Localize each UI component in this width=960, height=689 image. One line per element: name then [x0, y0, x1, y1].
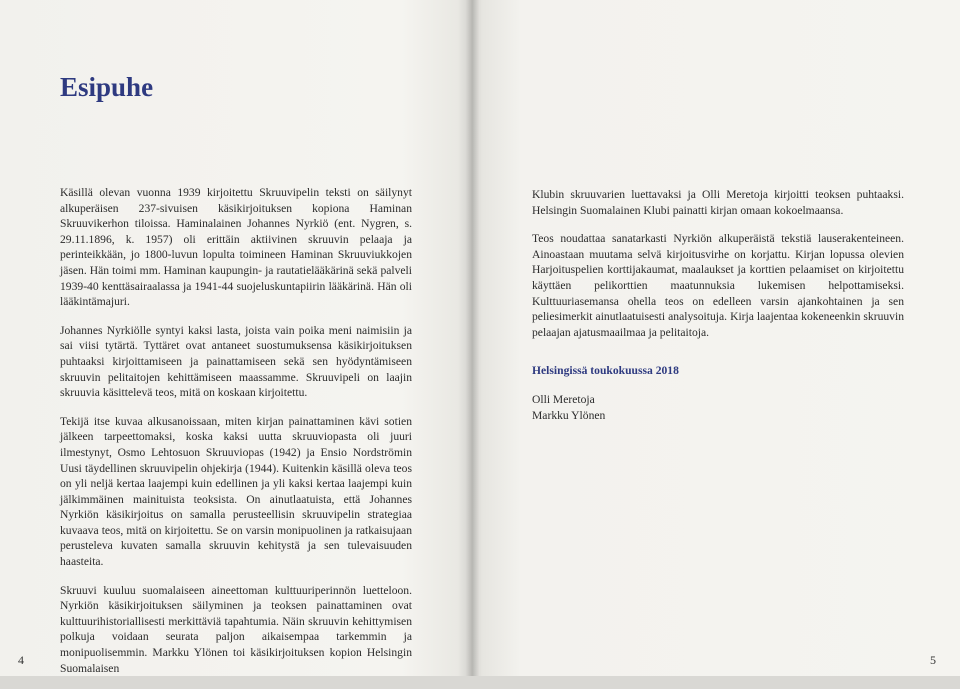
page-title: Esipuhe	[60, 72, 154, 102]
page-number: 5	[930, 653, 936, 667]
paragraph: Teos noudattaa sanatarkasti Nyrkiön alkuperäistä tekstiä lauserakenteineen. Ainoastaan muutama selvä kirjoitusvirhe on korjattu. Kirjan lopussa olevien Harjoituspelien korttijakaumat, maalaukset ja korttien pelaamiset on kirjoitettu käyttäen pelikorttien maatunnuksia lukemisen helpottamiseksi. Kulttuuriasemansa ohella teos on edelleen varsin ajankohtainen ja sen peliesimerkit ainutlaatuisesti analysoituja. Kirja laajentaa kokeneenkin skruuvin pelaajan ajatusmaailmaa ja pelitaitoja.	[532, 232, 904, 339]
paragraph: Klubin skruuvarien luettavaksi ja Olli Meretoja kirjoitti teoksen puhtaaksi. Helsingin Suomalainen Klubi painatti kirjan omaan kokoelmaansa.	[532, 188, 904, 217]
paragraph: Skruuvi kuuluu suomalaiseen aineettoman kulttuuriperinnön luetteloon. Nyrkiön käsikirjoituksen säilyminen ja teoksen painattaminen ovat kulttuurihistoriallisesti merkittäviä tapahtumia. Näin skruuvin kehittymisen polkuja voidaan seurata paljon aikaisempaa tarkemmin ja monipuolisemmin. Markku Ylönen toi käsikirjoituksen kopion Helsingin Suomalaisen	[60, 583, 412, 675]
paragraph: Johannes Nyrkiölle syntyi kaksi lasta, joista vain poika meni naimisiin ja sai viisi tytärtä. Tyttäret ovat antaneet suostumuksensa käsikirjoituksen puhtaaksi kirjoittamiseen ja painattamiseen sekä sen hyödyntämiseen skruuvin pelitaitojen kehittämiseen maassamme. Skruuvipeli on laajin skruuvia käsittelevä teos, mitä on koskaan kirjoitettu.	[60, 323, 412, 400]
right-text-column	[532, 187, 904, 423]
signature-heading: Helsingissä toukokuussa 2018	[532, 364, 679, 378]
page-number: 4	[18, 653, 24, 667]
right-page	[472, 0, 960, 676]
paragraph: Käsillä olevan vuonna 1939 kirjoitettu Skruuvipelin teksti on säilynyt alkuperäisen 237-sivuisen käsikirjoituksen kopiona Haminan Skruuvikerhon tiloissa. Haminalainen Johannes Nyrkiö (ent. Nygren, s. 29.11.1896, k. 1957) oli erittäin aktiivinen skruuvin pelaaja ja perinteikkään, jo 1800-luvun lopulta toimineen Haminan Skruuviukkojen jäsen. Hän toimi mm. Haminan kaupungin- ja rautatielääkärinä sekä palveli 1939-40 kenttäsairaalassa ja 1941-44 suojeluskuntapiirin lääkärinä. Hän oli lääkintämajuri.	[60, 186, 412, 309]
paragraph: Tekijä itse kuvaa alkusanoissaan, miten kirjan painattaminen kävi sotien jälkeen tarpeettomaksi, koska kaksi uutta skruuviopasta oli juuri ilmestynyt, Osmo Lehtosuon Skruuviopas (1942) ja Ensio Nordströmin Uusi täydellinen skruuvipelin ohjekirja (1944). Kuitenkin käsillä oleva teos on yli neljä kertaa laajempi kuin edellinen ja yli kaksi kertaa laajempi kuin jälkimmäinen mainituista teoksista. On ainutlaatuista, että Johannes Nyrkiön käsikirjoitus on samalla perusteellisin skruuvipelin strategiaa kuvaava teos, mitä on kirjoitettu. Se on varsin monipuolinen ja ratkaisujaan perusteleva kuvaten samalla skruuvin kehitystä ja sen tulevaisuuden haasteita.	[60, 414, 412, 569]
book-gutter	[466, 0, 480, 676]
author-name: Markku Ylönen	[532, 408, 606, 422]
left-page	[0, 0, 472, 676]
signature-names	[532, 392, 904, 423]
author-name: Olli Meretoja	[532, 392, 595, 406]
left-text-column	[60, 185, 412, 689]
